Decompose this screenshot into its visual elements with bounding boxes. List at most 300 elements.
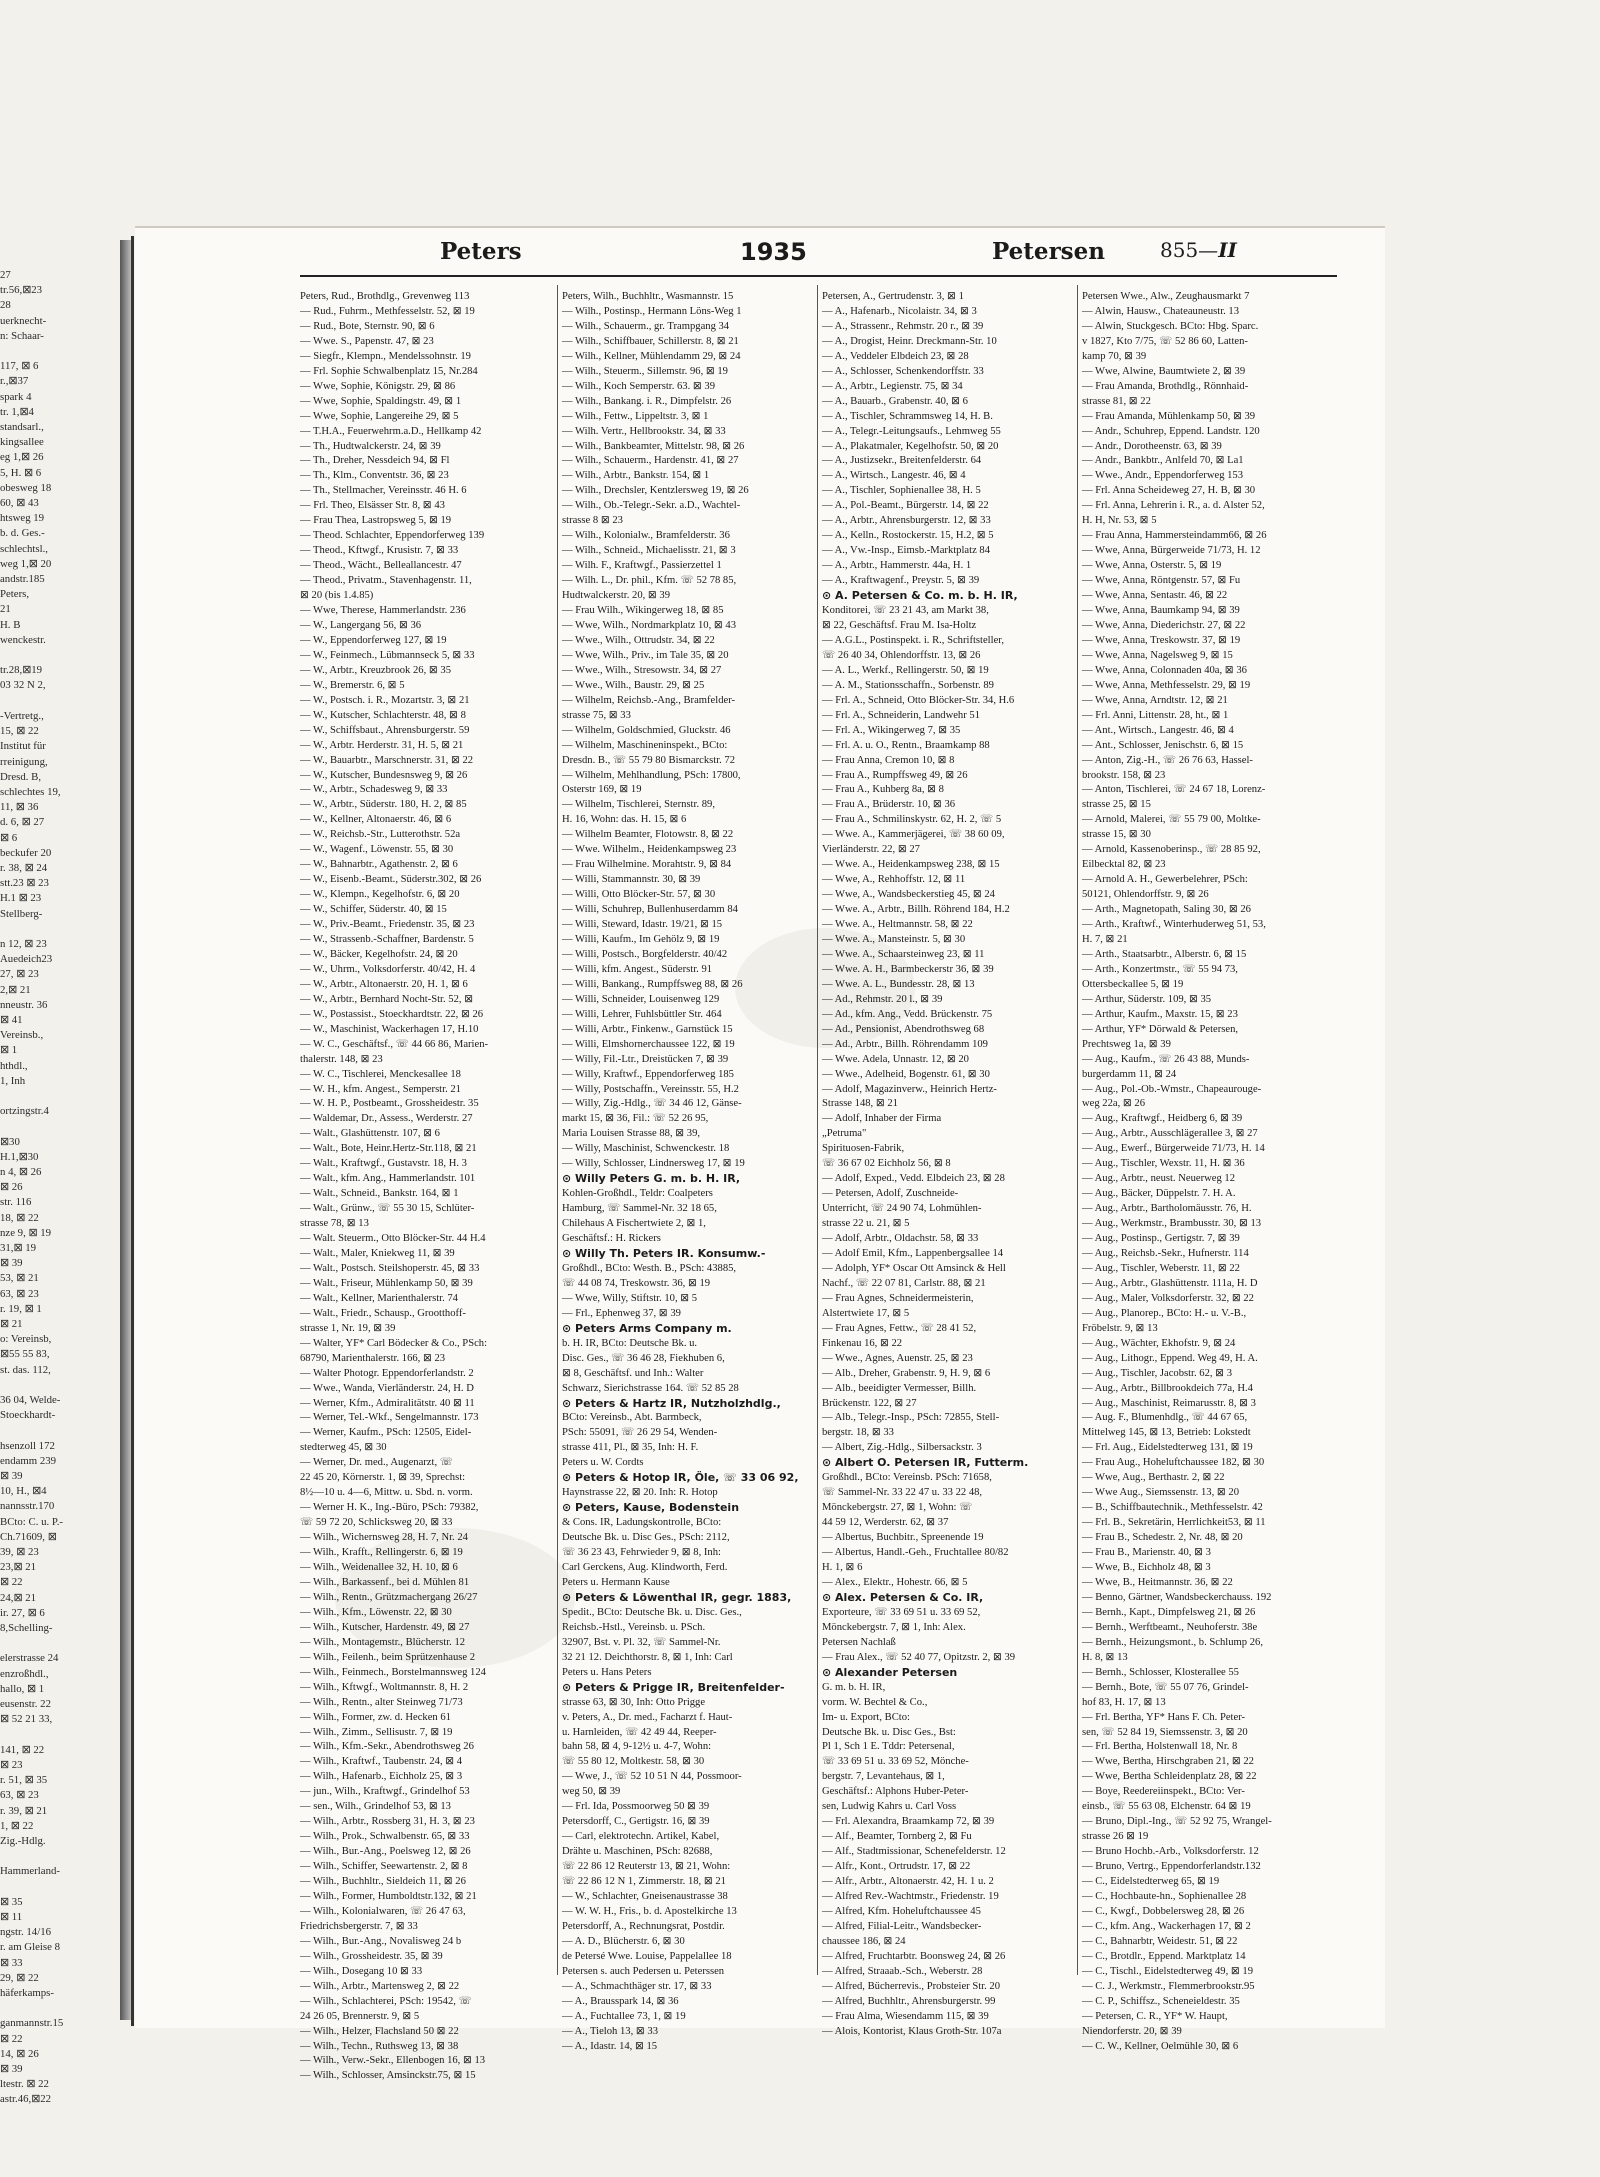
directory-entry: Geschäftsf.: Alphons Huber-Peter- <box>822 1786 969 1798</box>
remnant-line: 18, ⊠ 22 <box>0 1211 39 1224</box>
directory-entry: — Wwe., Agnes, Auenstr. 25, ⊠ 23 <box>822 1352 973 1364</box>
directory-entry: — Frau Amanda, Mühlenkamp 50, ⊠ 39 <box>1082 410 1256 422</box>
directory-entry: weg 50, ⊠ 39 <box>562 1786 621 1798</box>
directory-entry: — C., Hochbaute-hn., Sophienallee 28 <box>1082 1890 1247 1902</box>
directory-entry: — Willi, kfm. Angest., Süderstr. 91 <box>562 963 713 975</box>
directory-entry: — Theod., Privatm., Stavenhagenstr. 11, <box>300 575 472 587</box>
directory-entry: — Wwe. S., Papenstr. 47, ⊠ 23 <box>300 335 434 347</box>
directory-entry: strasse 22 u. 21, ⊠ 5 <box>822 1218 910 1230</box>
directory-entry: H. 16, Wohn: das. H. 15, ⊠ 6 <box>562 814 687 826</box>
directory-entry: — Aug., Ewerf., Bürgerweide 71/73, H. 14 <box>1082 1143 1265 1155</box>
directory-entry: — Wwe, Anna, Diederichstr. 27, ⊠ 22 <box>1082 619 1246 631</box>
remnant-line: uerknecht- <box>0 314 47 327</box>
directory-entry: — Wilh., Schneid., Michaelisstr. 21, ⊠ 3 <box>562 545 736 557</box>
remnant-line <box>0 694 118 709</box>
remnant-line <box>0 922 118 937</box>
remnant-line: r.,⊠37 <box>0 375 29 388</box>
directory-entry: — Frau A., Brüderstr. 10, ⊠ 36 <box>822 799 956 811</box>
remnant-line: ⊠30 <box>0 1135 20 1148</box>
directory-entry: 68790, Marienthalerstr. 166, ⊠ 23 <box>300 1352 446 1364</box>
remnant-line: andstr.185 <box>0 573 45 586</box>
directory-entry: — Werner, Dr. med., Augenarzt, ☏ <box>300 1457 453 1469</box>
directory-entry: — Aug., Tischler, Wexstr. 11, H. ⊠ 36 <box>1082 1158 1245 1170</box>
directory-entry: — Wwe., Wilh., Stresowstr. 34, ⊠ 27 <box>562 664 722 676</box>
directory-entry: — Aug., Arbtr., Bartholomäusstr. 76, H. <box>1082 1203 1252 1215</box>
directory-entry: — Wilh. L., Dr. phil., Kfm. ☏ 52 78 85, <box>562 575 737 587</box>
directory-entry: — Wilh., Koch Semperstr. 63. ⊠ 39 <box>562 380 716 392</box>
directory-entry: — T.H.A., Feuerwehrm.a.D., Hellkamp 42 <box>300 425 482 437</box>
directory-entry: Peters u. W. Cordts <box>562 1457 644 1469</box>
directory-entry: — Wwe. A. H., Barmbeckerstr 36, ⊠ 39 <box>822 963 994 975</box>
remnant-line: Peters, <box>0 588 30 601</box>
directory-entry: — Aug., Kaufm., ☏ 26 43 88, Munds- <box>1082 1053 1250 1065</box>
directory-entry: Hudtwalckerstr. 20, ⊠ 39 <box>562 590 671 602</box>
remnant-line: 24,⊠ 21 <box>0 1591 37 1604</box>
remnant-line <box>0 1880 118 1895</box>
directory-entry: — Frl. Bertha, YF* Hans F. Ch. Peter- <box>1082 1711 1246 1723</box>
directory-entry: — Wwe., Andr., Eppendorferweg 153 <box>1082 470 1244 482</box>
directory-entry: — W., Arbtr., Süderstr. 180, H. 2, ⊠ 85 <box>300 799 467 811</box>
directory-entry: — Alfred, Bücherrevis., Probsteier Str. 20 <box>822 1980 1001 1992</box>
directory-entry: — Wilh., Kfm.-Sekr., Abendrothsweg 26 <box>300 1741 474 1753</box>
directory-entry: Pl 1, Sch 1 E. Tddr: Petersenal, <box>822 1741 955 1753</box>
directory-entry: — Wilh., Kolonialw., Bramfelderstr. 36 <box>562 530 730 542</box>
directory-entry: — Aug., Bäcker, Düppelstr. 7. H. A. <box>1082 1188 1236 1200</box>
directory-entry: Deutsche Bk. u. Disc Ges., Bst: <box>822 1726 956 1738</box>
directory-entry: — A., Arbtr., Ahrensburgerstr. 12, ⊠ 33 <box>822 515 991 527</box>
remnant-line: ltestr. ⊠ 22 <box>0 2078 49 2091</box>
directory-entry: — Wilh., Drechsler, Kentzlersweg 19, ⊠ 26 <box>562 485 749 497</box>
directory-entry: — Wilh., Zimm., Sellisustr. 7, ⊠ 19 <box>300 1726 453 1738</box>
directory-entry: vorm. W. Bechtel & Co., <box>822 1696 928 1708</box>
directory-entry: — Rud., Bote, Sternstr. 90, ⊠ 6 <box>300 320 435 332</box>
directory-entry: — Wwe, Wilh., Priv., im Tale 35, ⊠ 20 <box>562 649 729 661</box>
directory-entry: thalerstr. 148, ⊠ 23 <box>300 1053 383 1065</box>
remnant-line: enzroßhdl., <box>0 1667 49 1680</box>
directory-entry: — Rud., Fuhrm., Methfesselstr. 52, ⊠ 19 <box>300 305 475 317</box>
directory-entry: — Frau Alex., ☏ 52 40 77, Opitzstr. 2, ⊠ 39 <box>822 1651 1016 1663</box>
directory-entry: — Wilh., Schlosser, Amsinckstr.75, ⊠ 15 <box>300 2070 476 2082</box>
remnant-line: ⊠ 39 <box>0 2062 23 2075</box>
directory-entry: — A., Bauarb., Grabenstr. 40, ⊠ 6 <box>822 395 968 407</box>
remnant-line: tr. 1,⊠4 <box>0 405 34 418</box>
remnant-line: nneustr. 36 <box>0 998 48 1011</box>
directory-entry: Schwarz, Sierichstrasse 164. ☏ 52 85 28 <box>562 1382 739 1394</box>
directory-entry: — W., Eppendorferweg 127, ⊠ 19 <box>300 634 447 646</box>
directory-entry: — Wwe. A. L., Bundesstr. 28, ⊠ 13 <box>822 978 975 990</box>
directory-entry: — Aug., Arbtr., Glashüttenstr. 111a, H. D <box>1082 1277 1258 1289</box>
directory-entry: Mönckebergstr. 7, ⊠ 1, Inh: Alex. <box>822 1621 966 1633</box>
directory-entry: strasse 1, Nr. 19, ⊠ 39 <box>300 1322 396 1334</box>
directory-entry: — Bruno Hochb.-Arb., Volksdorferstr. 12 <box>1082 1846 1259 1858</box>
directory-entry: — Walt. Steuerm., Otto Blöcker-Str. 44 H.4 <box>300 1233 486 1245</box>
directory-entry: Ottersbeckallee 5, ⊠ 19 <box>1082 978 1184 990</box>
remnant-line: Stellberg- <box>0 907 43 920</box>
directory-entry: — W., Bahnarbtr., Agathenstr. 2, ⊠ 6 <box>300 859 458 871</box>
directory-entry: — Bernh., Heizungsmont., b. Schlump 26, <box>1082 1636 1263 1648</box>
directory-entry: burgerdamm 11, ⊠ 24 <box>1082 1068 1177 1080</box>
directory-entry: Finkenau 16, ⊠ 22 <box>822 1337 903 1349</box>
directory-entry: — Walt., Glashüttenstr. 107, ⊠ 6 <box>300 1128 440 1140</box>
directory-entry: ⊙ Peters & Hartz IR, Nutzholzhdlg., <box>562 1396 781 1410</box>
remnant-line: ⊠ 39 <box>0 1257 23 1270</box>
directory-entry: — Walt., Bote, Heinr.Hertz-Str.118, ⊠ 21 <box>300 1143 477 1155</box>
directory-entry: Peters u. Hermann Kause <box>562 1576 670 1588</box>
directory-entry: — Wilh. F., Kraftwgf., Passierzettel 1 <box>562 560 722 572</box>
remnant-line: wenckestr. <box>0 633 46 646</box>
directory-entry: — Benno, Gärtner, Wandsbeckerchauss. 192 <box>1082 1591 1272 1603</box>
directory-entry: — Willi, Stammannstr. 30, ⊠ 39 <box>562 874 701 886</box>
directory-entry: — Willi, Schuhrep, Bullenhuserdamm 84 <box>562 904 738 916</box>
directory-entry: Friedrichsbergerstr. 7, ⊠ 33 <box>300 1920 418 1932</box>
directory-column-1 <box>300 290 555 2082</box>
remnant-line <box>0 1089 118 1104</box>
directory-entry: — Alb., Telegr.-Insp., PSch: 72855, Stell- <box>822 1412 1000 1424</box>
directory-entry: — Frau A., Rumpffsweg 49, ⊠ 26 <box>822 769 968 781</box>
remnant-line: Stoeckhardt- <box>0 1409 56 1422</box>
directory-entry: — A., Kraftwagenf., Preystr. 5, ⊠ 39 <box>822 575 980 587</box>
remnant-line: eg 1,⊠ 26 <box>0 451 44 464</box>
directory-entry: — Walt., kfm. Ang., Hammerlandstr. 101 <box>300 1173 476 1185</box>
directory-entry: — Alf., Beamter, Tornberg 2, ⊠ Fu <box>822 1831 972 1843</box>
directory-entry: — W. C., Tischlerei, Menckesallee 18 <box>300 1068 461 1080</box>
directory-entry: — W., Bauarbtr., Marschnerstr. 31, ⊠ 22 <box>300 754 474 766</box>
directory-entry: ⊙ Alexander Petersen <box>822 1665 958 1679</box>
remnant-line: 2,⊠ 21 <box>0 983 31 996</box>
directory-entry: — Frau B., Schedestr. 2, Nr. 48, ⊠ 20 <box>1082 1532 1243 1544</box>
directory-entry: Chilehaus A Fischertwiete 2, ⊠ 1, <box>562 1218 706 1230</box>
directory-entry: — Willi, Postsch., Borgfelderstr. 40/42 <box>562 948 728 960</box>
directory-entry: ☏ 36 23 43, Fehrwieder 9, ⊠ 8, Inh: <box>562 1547 721 1559</box>
remnant-line: 10, H., ⊠4 <box>0 1485 47 1498</box>
directory-entry: — Frau A., Kuhberg 8a, ⊠ 8 <box>822 784 944 796</box>
directory-entry: — A. D., Blücherstr. 6, ⊠ 30 <box>562 1935 685 1947</box>
directory-column-3 <box>822 290 1077 2037</box>
directory-entry: Konditorei, ☏ 23 21 43, am Markt 38, <box>822 605 989 617</box>
directory-entry: — Adolf, Exped., Vedd. Elbdeich 23, ⊠ 28 <box>822 1173 1005 1185</box>
directory-entry: — Wilh., Former, Humboldtstr.132, ⊠ 21 <box>300 1890 477 1902</box>
directory-entry: — Walter, YF* Carl Bödecker & Co., PSch: <box>300 1337 488 1349</box>
remnant-line: 21 <box>0 603 11 616</box>
directory-entry: — Alex., Elektr., Hohestr. 66, ⊠ 5 <box>822 1576 968 1588</box>
directory-entry: — A., Veddeler Elbdeich 23, ⊠ 28 <box>822 350 969 362</box>
directory-entry: Unterricht, ☏ 24 90 74, Lohmühlen- <box>822 1203 982 1215</box>
directory-entry: — Th., Stellmacher, Vereinsstr. 46 H. 6 <box>300 485 467 497</box>
directory-entry: — W., Klempn., Kegelhofstr. 6, ⊠ 20 <box>300 889 460 901</box>
directory-entry: — A., Brausspark 14, ⊠ 36 <box>562 1995 679 2007</box>
page-gutter <box>131 236 134 2026</box>
directory-entry: — A., Schmachthäger str. 17, ⊠ 33 <box>562 1980 712 1992</box>
directory-entry: — Wwe., Wanda, Vierländerstr. 24, H. D <box>300 1382 474 1394</box>
directory-entry: — Wwe, Willy, Stiftstr. 10, ⊠ 5 <box>562 1292 698 1304</box>
directory-entry: — Wilh., Techn., Ruthsweg 13, ⊠ 38 <box>300 2040 459 2052</box>
directory-entry: — Alwin, Hausw., Chateauneustr. 13 <box>1082 305 1240 317</box>
remnant-line: ⊠ 41 <box>0 1013 23 1026</box>
directory-entry: — C., kfm. Ang., Wackerhagen 17, ⊠ 2 <box>1082 1920 1251 1932</box>
directory-entry: strasse 8 ⊠ 23 <box>562 515 623 527</box>
directory-entry: Fröbelstr. 9, ⊠ 13 <box>1082 1322 1158 1334</box>
directory-entry: — Ant., Schlosser, Jenischstr. 6, ⊠ 15 <box>1082 739 1244 751</box>
directory-entry: — A., Wirtsch., Langestr. 46, ⊠ 4 <box>822 470 966 482</box>
directory-entry: — W. H. P., Postbeamt., Grossheidestr. 35 <box>300 1098 479 1110</box>
directory-entry: — C., Bahnarbtr, Weidestr. 51, ⊠ 22 <box>1082 1935 1238 1947</box>
directory-entry: — Werner, Tel.-Wkf., Sengelmannstr. 173 <box>300 1412 479 1424</box>
directory-entry: — Theod., Wächt., Belleallancestr. 47 <box>300 560 462 572</box>
directory-entry: — Alwin, Stuckgesch. BCto: Hbg. Sparc. <box>1082 320 1259 332</box>
directory-entry: G. m. b. H. IR, <box>822 1681 886 1693</box>
directory-entry: — Wilhelm Beamter, Flotowstr. 8, ⊠ 22 <box>562 829 734 841</box>
remnant-line: H.1 ⊠ 23 <box>0 892 42 905</box>
directory-entry: — Arth., Kraftwf., Winterhuderweg 51, 53, <box>1082 919 1266 931</box>
directory-entry: — W., Postassist., Stoeckhardtstr. 22, ⊠ 26 <box>300 1008 484 1020</box>
remnant-line: spark 4 <box>0 390 32 403</box>
directory-entry: bahn 58, ⊠ 4, 9-12½ u. 4-7, Wohn: <box>562 1741 712 1753</box>
directory-entry: — Aug., Postinsp., Gertigstr. 7, ⊠ 39 <box>1082 1233 1240 1245</box>
directory-entry: — Alb., beeidigter Vermesser, Billh. <box>822 1382 977 1394</box>
directory-entry: — Wilh., Ob.-Telegr.-Sekr. a.D., Wachtel- <box>562 500 741 512</box>
directory-entry: — Werner, Kaufm., PSch: 12505, Eidel- <box>300 1427 472 1439</box>
directory-entry: Spirituosen-Fabrik, <box>822 1143 905 1155</box>
directory-entry: — A. M., Stationsschaffn., Sorbenstr. 89 <box>822 679 994 691</box>
directory-entry: sen, ☏ 52 84 19, Siemssenstr. 3, ⊠ 20 <box>1082 1726 1248 1738</box>
directory-entry: 24 26 05, Brennerstr. 9, ⊠ 5 <box>300 2010 420 2022</box>
remnant-line: ⊠ 22 <box>0 1576 23 1589</box>
directory-entry: Vierländerstr. 22, ⊠ 27 <box>822 844 920 856</box>
directory-entry: — W. C., Geschäftsf., ☏ 44 66 86, Marien- <box>300 1038 489 1050</box>
directory-entry: Nachf., ☏ 22 07 81, Carlstr. 88, ⊠ 21 <box>822 1277 986 1289</box>
directory-entry: — Frau Wilh., Wikingerweg 18, ⊠ 85 <box>562 605 724 617</box>
directory-entry: — C., Kwgf., Dobbelersweg 28, ⊠ 26 <box>1082 1905 1245 1917</box>
directory-entry: — Arth., Staatsarbtr., Alberstr. 6, ⊠ 15 <box>1082 948 1247 960</box>
directory-entry: Dresdn. B., ☏ 55 79 80 Bismarckstr. 72 <box>562 754 736 766</box>
directory-entry: — Aug., Reichsb.-Sekr., Hufnerstr. 114 <box>1082 1248 1249 1259</box>
directory-entry: — Wilh., Wichernsweg 28, H. 7, Nr. 24 <box>300 1532 468 1544</box>
remnant-line: H. B <box>0 618 21 631</box>
directory-entry: — Willy, Kraftwf., Eppendorferweg 185 <box>562 1068 734 1080</box>
directory-entry: — Frau Anna, Hammersteindamm66, ⊠ 26 <box>1082 530 1267 542</box>
remnant-line: 141, ⊠ 22 <box>0 1743 45 1756</box>
directory-entry: — Wilh., Kfm., Löwenstr. 22, ⊠ 30 <box>300 1606 452 1618</box>
directory-entry: — W., Schlachter, Gneisenaustrasse 38 <box>562 1890 728 1902</box>
remnant-line: beckufer 20 <box>0 846 52 859</box>
directory-entry: — Wilh., Verw.-Sekr., Ellenbogen 16, ⊠ 13 <box>300 2055 486 2067</box>
remnant-line <box>0 1378 118 1393</box>
directory-entry: — Wilh., Prok., Schwalbenstr. 65, ⊠ 33 <box>300 1831 470 1843</box>
directory-entry: Mönckebergstr. 27, ⊠ 1, Wohn: ☏ <box>822 1502 973 1514</box>
directory-entry: — Walt., Kraftwgf., Gustavstr. 18, H. 3 <box>300 1158 467 1170</box>
directory-entry: ☏ Sammel-Nr. 33 22 47 u. 33 22 48, <box>822 1487 983 1499</box>
column-divider <box>817 285 818 1975</box>
directory-entry: — W., Priv.-Beamt., Friedenstr. 35, ⊠ 23 <box>300 919 475 931</box>
directory-entry: strasse 63, ⊠ 30, Inh: Otto Prigge <box>562 1696 706 1708</box>
directory-entry: — Willi, Otto Blöcker-Str. 57, ⊠ 30 <box>562 889 716 901</box>
remnant-line: ortzingstr.4 <box>0 1105 49 1118</box>
directory-entry: — Adolf, Inhaber der Firma <box>822 1113 942 1125</box>
directory-entry: — Wwe Aug., Siemssenstr. 13, ⊠ 20 <box>1082 1487 1239 1499</box>
directory-entry: — Adolf, Arbtr., Oldachstr. 58, ⊠ 33 <box>822 1233 979 1245</box>
directory-entry: ⊙ Peters, Kause, Bodenstein <box>562 1501 740 1515</box>
directory-entry: — Albert, Zig.-Hdlg., Silbersackstr. 3 <box>822 1442 982 1454</box>
directory-entry: — Ad., Arbtr., Billh. Röhrendamm 109 <box>822 1038 988 1050</box>
remnant-line: 1, ⊠ 22 <box>0 1819 34 1832</box>
directory-entry: — Boye, Reedereiinspekt., BCto: Ver- <box>1082 1786 1245 1798</box>
directory-entry: — Wilh., Kellner, Mühlendamm 29, ⊠ 24 <box>562 350 741 362</box>
directory-column-4 <box>1082 290 1337 2052</box>
directory-entry: Maria Louisen Strasse 88, ⊠ 39, <box>562 1128 701 1140</box>
directory-entry: — Andr., Bankbtr., Anlfeld 70, ⊠ La1 <box>1082 455 1244 467</box>
directory-entry: — Wilhelm, Goldschmied, Gluckstr. 46 <box>562 724 731 736</box>
directory-entry: — Frl. Anna, Lehrerin i. R., a. d. Alster 52, <box>1082 500 1265 512</box>
directory-entry: — A., Hafenarb., Nicolaistr. 34, ⊠ 3 <box>822 305 977 317</box>
directory-entry: — Alfred Rev.-Wachtmstr., Friedenstr. 19 <box>822 1890 999 1902</box>
directory-entry: — Frl. A., Schneiderin, Landwehr 51 <box>822 709 980 721</box>
directory-entry: — W., Arbtr., Schadesweg 9, ⊠ 33 <box>300 784 448 796</box>
directory-entry: ⊙ A. Petersen & Co. m. b. H. IR, <box>822 589 1018 603</box>
directory-entry: ☏ 55 80 12, Moltkestr. 58, ⊠ 30 <box>562 1756 705 1768</box>
directory-entry: — Theod., Kftwgf., Krusistr. 7, ⊠ 33 <box>300 545 459 557</box>
directory-entry: — Aug., Arbtr., neust. Neuerweg 12 <box>1082 1173 1235 1185</box>
directory-entry: — Wilh., Schauerm., gr. Trampgang 34 <box>562 320 730 332</box>
remnant-line <box>0 344 118 359</box>
directory-entry: & Cons. IR, Ladungskontrolle, BCto: <box>562 1517 722 1529</box>
remnant-line: ⊠ 11 <box>0 1910 23 1923</box>
remnant-line: n 4, ⊠ 26 <box>0 1165 42 1178</box>
directory-entry: — Aug., Maler, Volksdorferstr. 32, ⊠ 22 <box>1082 1292 1254 1304</box>
directory-entry: — Wilh., Postinsp., Hermann Löns-Weg 1 <box>562 305 742 317</box>
directory-entry: — Frl., Ephenweg 37, ⊠ 39 <box>562 1307 681 1319</box>
directory-entry: — Adolf Emil, Kfm., Lappenbergsallee 14 <box>822 1248 1004 1259</box>
directory-entry: — Wilh., Kolonialwaren, ☏ 26 47 63, <box>300 1905 466 1917</box>
directory-entry: ☏ 26 40 34, Ohlendorffstr. 13, ⊠ 26 <box>822 649 981 661</box>
remnant-line: 27 <box>0 269 11 281</box>
directory-entry: hof 83, H. 17, ⊠ 13 <box>1082 1696 1166 1708</box>
directory-entry: — Wwe, Anna, Methfesselstr. 29, ⊠ 19 <box>1082 679 1251 691</box>
directory-entry: — Wwe, B., Eichholz 48, ⊠ 3 <box>1082 1562 1211 1574</box>
directory-entry: — A., Tieloh 13, ⊠ 33 <box>562 2025 659 2037</box>
directory-entry: — Th., Klm., Conventstr. 36, ⊠ 23 <box>300 470 449 482</box>
directory-entry: — Alfred, Kfm. Hoheluftchaussee 45 <box>822 1905 981 1917</box>
directory-entry: — C., Brotdlr., Eppend. Marktplatz 14 <box>1082 1950 1246 1962</box>
directory-entry: — A. L., Werkf., Rellingerstr. 50, ⊠ 19 <box>822 664 989 676</box>
directory-entry: — Wwe, Sophie, Spaldingstr. 49, ⊠ 1 <box>300 395 462 407</box>
directory-entry: brookstr. 158, ⊠ 23 <box>1082 769 1166 781</box>
directory-entry: — Wilh., Former, zw. d. Hecken 61 <box>300 1711 451 1723</box>
directory-entry: — Wilh., Arbtr., Rossberg 31, H. 3, ⊠ 23 <box>300 1816 475 1828</box>
remnant-line: weg 1,⊠ 20 <box>0 557 52 570</box>
directory-entry: — A., Tischler, Schrammsweg 14, H. B. <box>822 410 993 422</box>
directory-entry: — Arthur, Süderstr. 109, ⊠ 35 <box>1082 993 1212 1005</box>
directory-entry: Peters, Wilh., Buchhltr., Wasmannstr. 15 <box>562 291 734 302</box>
directory-entry: ⊙ Alex. Petersen & Co. IR, <box>822 1590 984 1604</box>
directory-entry: — Wwe, J., ☏ 52 10 51 N 44, Possmoor- <box>562 1771 742 1783</box>
directory-entry: — A., Drogist, Heinr. Dreckmann-Str. 10 <box>822 335 997 347</box>
remnant-line: elerstrasse 24 <box>0 1652 59 1665</box>
directory-entry: — Aug., Maschinist, Reimarusstr. 8, ⊠ 3 <box>1082 1397 1256 1409</box>
directory-entry: — Aug., Planorep., BCto: H.- u. V.-B., <box>1082 1307 1247 1319</box>
directory-entry: — Walt., Friedr., Schausp., Grootthoff- <box>300 1307 466 1319</box>
directory-entry: ⊠ 8, Geschäftsf. und Inh.: Walter <box>562 1367 704 1379</box>
directory-entry: — W., Postsch. i. R., Mozartstr. 3, ⊠ 21 <box>300 694 470 706</box>
directory-entry: — Willy, Fil.-Ltr., Dreistücken 7, ⊠ 39 <box>562 1053 729 1065</box>
directory-entry: Strasse 148, ⊠ 21 <box>822 1098 898 1110</box>
remnant-line: 03 32 N 2, <box>0 679 46 692</box>
directory-entry: — Wwe, B., Heitmannstr. 36, ⊠ 22 <box>1082 1576 1233 1588</box>
directory-entry: — C., Eidelstedterweg 65, ⊠ 19 <box>1082 1876 1220 1888</box>
directory-entry: — Wwe. A., Heltmannstr. 58, ⊠ 22 <box>822 919 973 931</box>
directory-entry: — Willy, Schlosser, Lindnersweg 17, ⊠ 19 <box>562 1158 745 1170</box>
directory-entry: — C., Tischl., Eidelstedterweg 49, ⊠ 19 <box>1082 1965 1254 1977</box>
directory-entry: — Wwe., Wilh., Ottrudstr. 34, ⊠ 22 <box>562 634 715 646</box>
directory-entry: — Aug., Lithogr., Eppend. Weg 49, H. A. <box>1082 1352 1258 1364</box>
directory-entry: — Frau Amanda, Brothdlg., Rönnhaid- <box>1082 380 1249 392</box>
directory-entry: — Adolf, Magazinverw., Heinrich Hertz- <box>822 1083 997 1095</box>
remnant-line: Vereinsb., <box>0 1029 44 1042</box>
directory-entry: ⊙ Willy Th. Peters IR. Konsumw.- <box>562 1247 766 1260</box>
directory-entry: Disc. Ges., ☏ 36 46 28, Fiekhuben 6, <box>562 1352 725 1364</box>
directory-entry: — Wwe, Sophie, Langereihe 29, ⊠ 5 <box>300 410 459 422</box>
directory-entry: — Alb., Dreher, Grabenstr. 9, H. 9, ⊠ 6 <box>822 1367 991 1379</box>
directory-entry: — Theod. Schlachter, Eppendorferweg 139 <box>300 530 485 542</box>
directory-entry: 8½—10 u. 4—6, Mittw. u. Sbd. n. vorm. <box>300 1487 473 1499</box>
remnant-line: 63, ⊠ 23 <box>0 1287 39 1300</box>
remnant-line: 5, H. ⊠ 6 <box>0 466 42 479</box>
remnant-line: ngstr. 14/16 <box>0 1926 51 1939</box>
directory-entry: — W., Reichsb.-Str., Lutterothstr. 52a <box>300 829 461 841</box>
directory-entry: — Frl. Theo, Elsässer Str. 8, ⊠ 43 <box>300 500 445 512</box>
directory-entry: Deutsche Bk. u. Disc Ges., PSch: 2112, <box>562 1532 730 1544</box>
remnant-line: Zig.-Hdlg. <box>0 1834 46 1847</box>
directory-entry: H. H, Nr. 53, ⊠ 5 <box>1082 515 1157 527</box>
directory-entry: — A., Justizsekr., Breitenfelderstr. 64 <box>822 455 982 467</box>
remnant-line: 8,Schelling- <box>0 1622 53 1635</box>
directory-entry: — Wwe, Wilh., Nordmarkplatz 10, ⊠ 43 <box>562 619 736 631</box>
directory-entry: Reichsb.-Hstl., Vereinsb. u. PSch. <box>562 1621 706 1633</box>
remnant-line: ⊠55 55 83, <box>0 1348 50 1361</box>
directory-entry: Petersdorff, A., Rechnungsrat, Postdir. <box>562 1920 725 1932</box>
directory-entry: — jun., Wilh., Kraftwgf., Grindelhof 53 <box>300 1786 470 1798</box>
directory-entry: — Wwe, Anna, Osterstr. 5, ⊠ 19 <box>1082 560 1222 572</box>
remnant-line: 1, Inh <box>0 1074 26 1087</box>
remnant-line: 31,⊠ 19 <box>0 1242 37 1254</box>
directory-entry: Mittelweg 145, ⊠ 13, Betrieb: Lokstedt <box>1082 1427 1251 1439</box>
directory-entry: — W. W. H., Fris., b. d. Apostelkirche 13 <box>562 1905 737 1917</box>
directory-entry: — A., Kelln., Rostockerstr. 15, H.2, ⊠ 5 <box>822 530 994 542</box>
remnant-line: ⊠ 52 21 33, <box>0 1713 53 1726</box>
directory-entry: strasse 81, ⊠ 22 <box>1082 395 1151 407</box>
directory-entry: strasse 75, ⊠ 33 <box>562 709 631 721</box>
remnant-line: hallo, ⊠ 1 <box>0 1682 45 1695</box>
directory-entry: — Wwe, Anna, Röntgenstr. 57, ⊠ Fu <box>1082 575 1241 587</box>
remnant-line <box>0 1119 118 1134</box>
directory-entry: — Wilh., Rentn., alter Steinweg 71/73 <box>300 1696 463 1708</box>
directory-entry: ☏ 36 67 02 Eichholz 56, ⊠ 8 <box>822 1158 951 1170</box>
directory-entry: — Alfred, Filial-Leitr., Wandsbecker- <box>822 1920 982 1932</box>
remnant-line: ⊠ 23 <box>0 1758 23 1771</box>
directory-entry: — W., Schiffer, Süderstr. 40, ⊠ 15 <box>300 904 447 916</box>
directory-entry: — Wwe., Adelheid, Bogenstr. 61, ⊠ 30 <box>822 1068 990 1080</box>
directory-entry: ☏ 22 86 12 Reuterstr 13, ⊠ 21, Wohn: <box>562 1861 731 1873</box>
directory-entry: — Frau Agnes, Schneidermeisterin, <box>822 1292 974 1304</box>
directory-entry: — Alfred, Fruchtarbtr. Boonsweg 24, ⊠ 26 <box>822 1950 1006 1962</box>
remnant-line: 117, ⊠ 6 <box>0 360 39 373</box>
header-rule <box>300 275 1337 277</box>
remnant-line: BCto: C. u. P.- <box>0 1515 63 1528</box>
directory-entry: Eilbecktal 82, ⊠ 23 <box>1082 859 1166 871</box>
directory-entry: strasse 15, ⊠ 30 <box>1082 829 1151 841</box>
directory-entry: Prechtsweg 1a, ⊠ 39 <box>1082 1038 1171 1050</box>
directory-entry: — Wwe, Anna, Baumkamp 94, ⊠ 39 <box>1082 605 1240 617</box>
remnant-line <box>0 1636 118 1651</box>
